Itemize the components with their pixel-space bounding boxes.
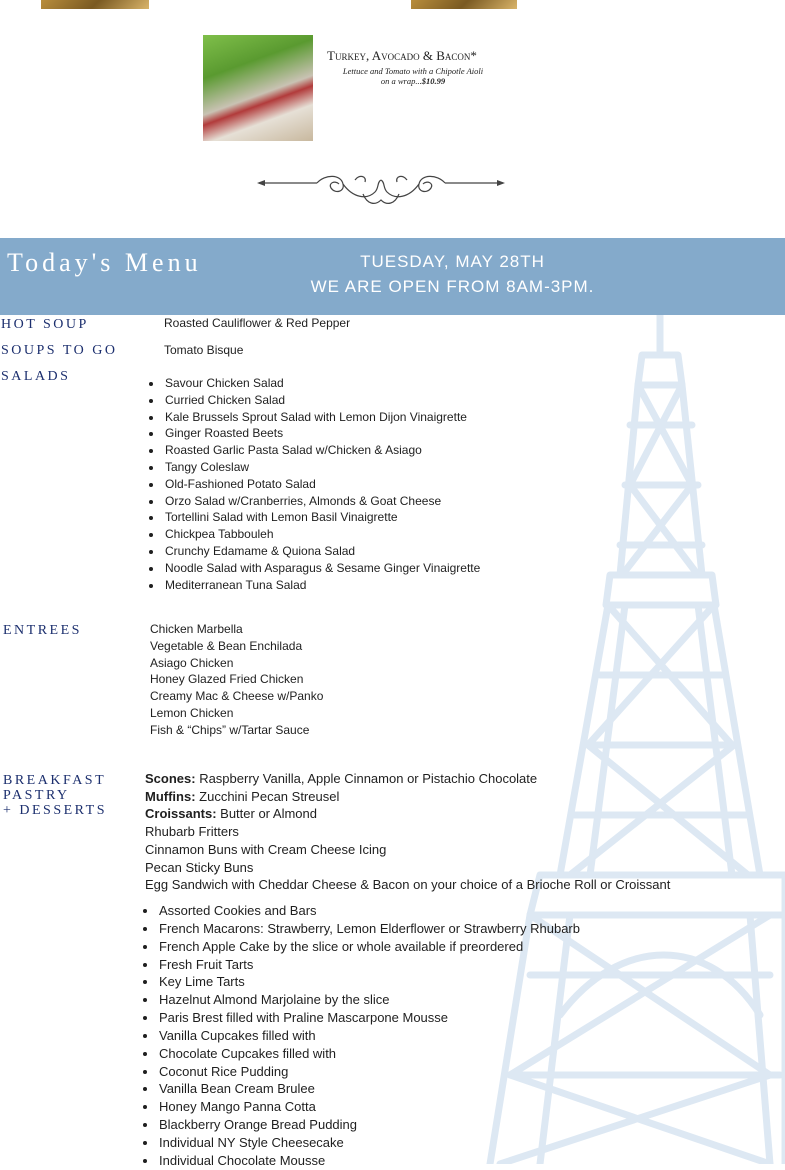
salads-list <box>145 375 480 593</box>
list-item: Orzo Salad w/Cranberries, Almonds & Goat Cheese <box>145 493 480 510</box>
banner-date: TUESDAY, MAY 28TH <box>360 252 545 271</box>
list-item: French Macarons: Strawberry, Lemon Elderflower or Strawberry Rhubarb <box>139 920 580 938</box>
list-item: Tortellini Salad with Lemon Basil Vinaigrette <box>145 509 480 526</box>
list-item: Blackberry Orange Bread Pudding <box>139 1116 580 1134</box>
featured-price: $10.99 <box>421 76 446 86</box>
scones-label: Scones: <box>145 771 196 786</box>
list-item: Mediterranean Tuna Salad <box>145 577 480 594</box>
list-item: Old-Fashioned Potato Salad <box>145 476 480 493</box>
list-item: Egg Sandwich with Cheddar Cheese & Bacon on your choice of a Brioche Roll or Croissant <box>145 877 671 893</box>
list-item: Lemon Chicken <box>150 705 234 720</box>
breakfast-label-line2: PASTRY <box>3 788 70 803</box>
list-item: Kale Brussels Sprout Salad with Lemon Dijon Vinaigrette <box>145 409 480 426</box>
featured-item-title: Turkey, Avocado & Bacon* <box>327 48 477 63</box>
soups-to-go-label: SOUPS TO GO <box>1 343 118 358</box>
list-item: Individual NY Style Cheesecake <box>139 1134 580 1152</box>
scones-text: Raspberry Vanilla, Apple Cinnamon or Pistachio Chocolate <box>195 771 538 786</box>
list-item: Individual Chocolate Mousse <box>139 1152 580 1170</box>
breakfast-label <box>3 773 107 818</box>
entrees-list <box>150 621 323 739</box>
list-item: Assorted Cookies and Bars <box>139 902 580 920</box>
featured-item-description <box>327 66 499 86</box>
muffins-text: Zucchini Pecan Streusel <box>195 788 340 804</box>
list-item: Vanilla Bean Cream Brulee <box>139 1080 580 1098</box>
list-item: Hazelnut Almond Marjolaine by the slice <box>139 991 580 1009</box>
list-item: Ginger Roasted Beets <box>145 425 480 442</box>
list-item: Curried Chicken Salad <box>145 392 480 409</box>
list-item: Creamy Mac & Cheese w/Panko <box>150 689 324 704</box>
muffins-line <box>145 788 670 806</box>
list-item: Chicken Marbella <box>150 622 243 636</box>
sandwich-photo <box>203 35 313 141</box>
banner-title: Today's Menu <box>7 248 202 277</box>
list-item: Chickpea Tabbouleh <box>145 526 480 543</box>
list-item: Vanilla Cupcakes filled with <box>139 1027 580 1045</box>
croissants-label: Croissants: <box>145 806 217 822</box>
croissants-line <box>145 805 670 823</box>
list-item: Roasted Garlic Pasta Salad w/Chicken & Asiago <box>145 442 480 459</box>
hot-soup-item: Roasted Cauliflower & Red Pepper <box>164 316 351 330</box>
list-item: Vegetable & Bean Enchilada <box>150 638 303 653</box>
list-item: Cinnamon Buns with Cream Cheese Icing <box>145 841 387 857</box>
list-item: Paris Brest filled with Praline Mascarpone Mousse <box>139 1009 580 1027</box>
breakfast-label-line3: + DESSERTS <box>3 803 108 818</box>
salads-label: SALADS <box>1 369 71 384</box>
list-item: Crunchy Edamame & Quiona Salad <box>145 543 480 560</box>
list-item: Savour Chicken Salad <box>145 375 480 392</box>
banner-hours: WE ARE OPEN FROM 8AM-3PM. <box>310 277 595 296</box>
featured-desc-line2: on a wrap... <box>380 76 422 86</box>
entrees-label: ENTREES <box>3 623 82 638</box>
list-item: Rhubarb Fritters <box>145 824 239 840</box>
list-item: Noodle Salad with Asparagus & Sesame Ginger Vinaigrette <box>145 560 480 577</box>
list-item: Honey Mango Panna Cotta <box>139 1098 580 1116</box>
muffins-label: Muffins: <box>145 788 196 804</box>
soups-to-go-item: Tomato Bisque <box>164 343 244 357</box>
list-item: Pecan Sticky Buns <box>145 859 254 875</box>
list-item: Honey Glazed Fried Chicken <box>150 672 304 687</box>
list-item: Coconut Rice Pudding <box>139 1063 580 1081</box>
scroll-divider-icon <box>255 170 507 210</box>
list-item: Asiago Chicken <box>150 655 234 670</box>
hot-soup-label: HOT SOUP <box>1 317 89 332</box>
breakfast-label-line1: BREAKFAST <box>3 773 107 788</box>
list-item: French Apple Cake by the slice or whole available if preordered <box>139 938 580 956</box>
scones-line <box>145 770 670 788</box>
list-item: Fresh Fruit Tarts <box>139 956 580 974</box>
list-item: Tangy Coleslaw <box>145 459 480 476</box>
food-photo-right <box>411 0 517 9</box>
featured-desc-line1: Lettuce and Tomato with a Chipotle Aioli <box>342 66 484 76</box>
list-item: Fish & “Chips” w/Tartar Sauce <box>150 722 310 737</box>
list-item: Key Lime Tarts <box>139 973 580 991</box>
list-item: Chocolate Cupcakes filled with <box>139 1045 580 1063</box>
breakfast-items <box>145 770 670 894</box>
croissants-text: Butter or Almond <box>216 806 317 822</box>
desserts-list <box>139 902 580 1170</box>
food-photo-left <box>41 0 149 9</box>
